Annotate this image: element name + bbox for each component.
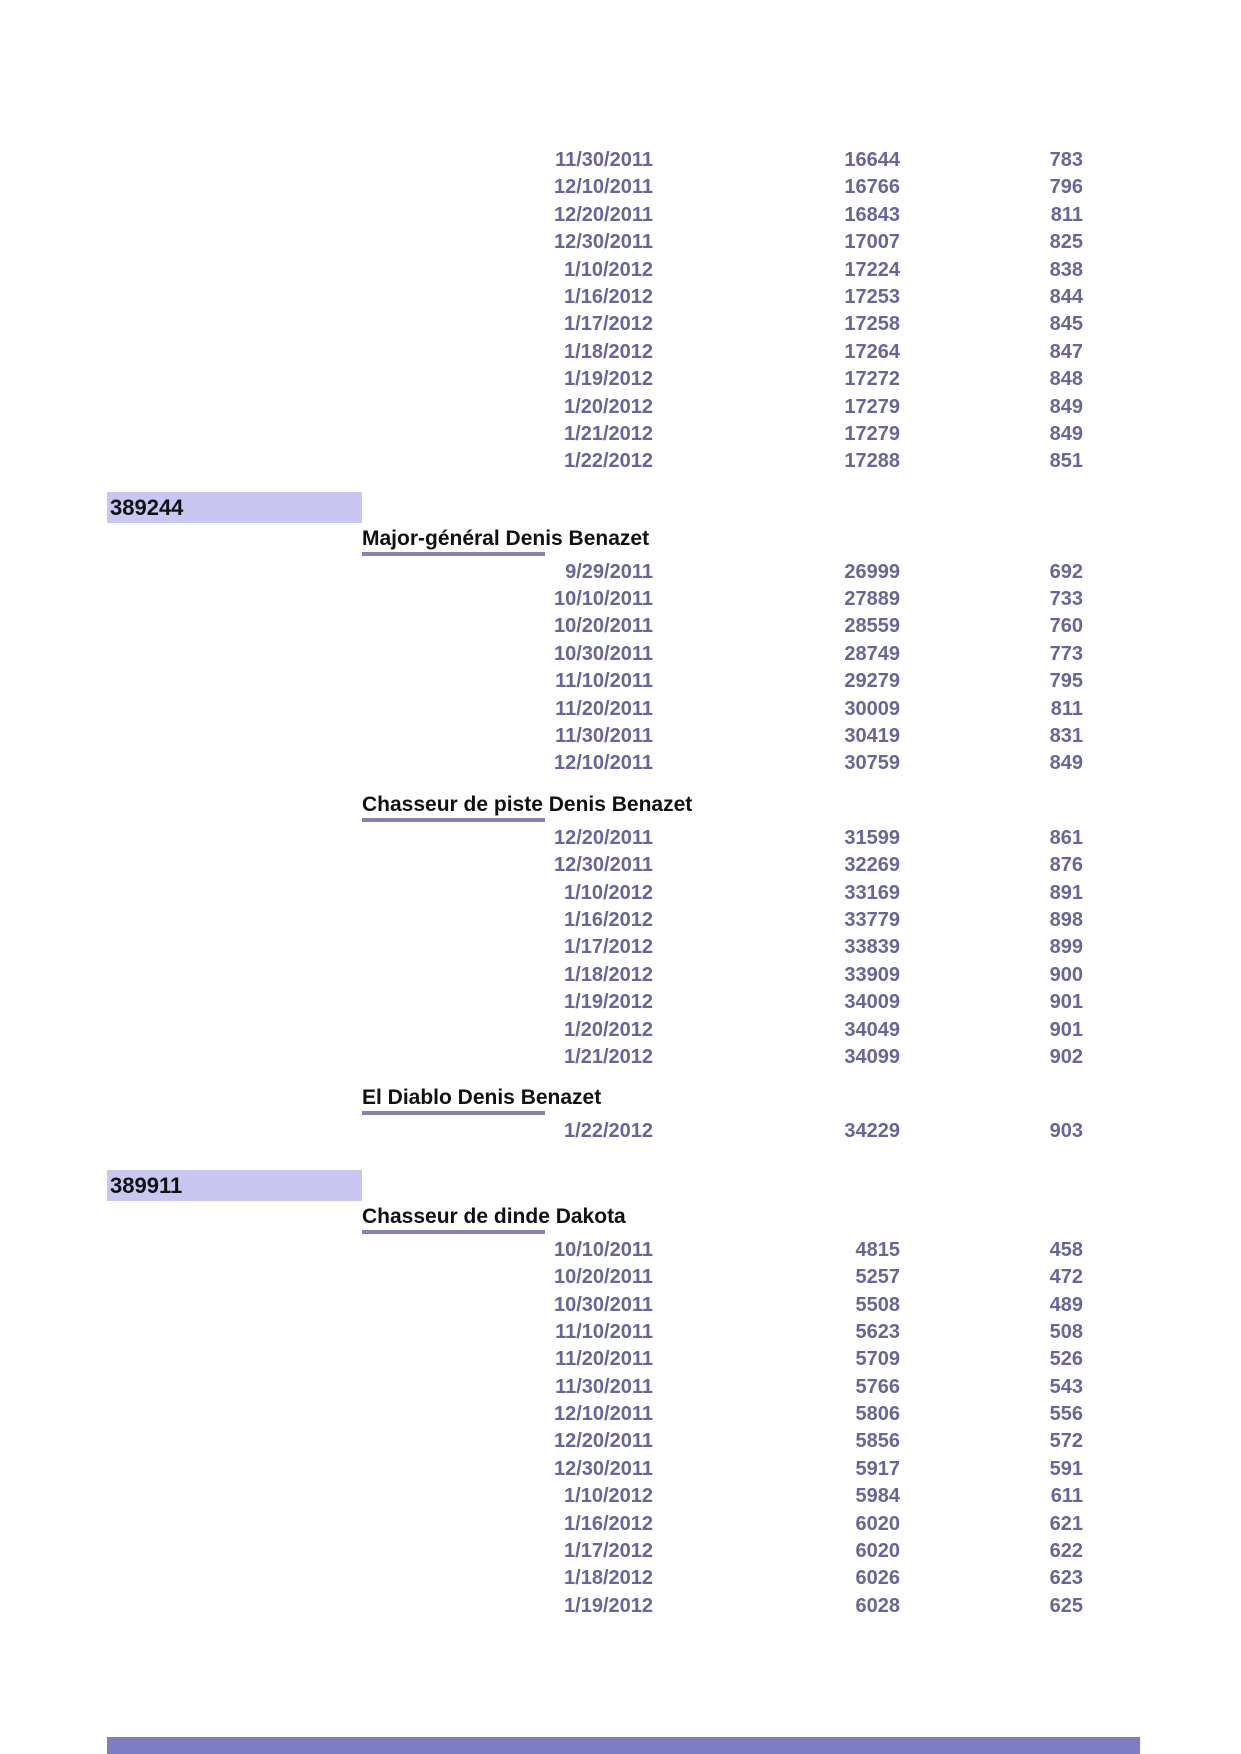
date-cell: 1/19/2012: [564, 991, 653, 1014]
data-row: [362, 1346, 1241, 1373]
section: [0, 1170, 1241, 1620]
value-primary-cell: 6026: [855, 1567, 900, 1590]
data-row: [362, 421, 1241, 448]
data-row: [362, 1044, 1241, 1071]
value-secondary-cell: 625: [1049, 1594, 1083, 1617]
data-row: [362, 1538, 1241, 1565]
value-primary-cell: 17264: [844, 340, 900, 363]
date-cell: 11/30/2011: [555, 1375, 653, 1398]
data-row: [362, 1565, 1241, 1592]
value-primary-cell: 5917: [855, 1457, 900, 1480]
value-primary-cell: 29279: [844, 670, 900, 693]
value-primary-cell: 17224: [844, 258, 900, 281]
value-primary-cell: 30419: [844, 725, 900, 748]
value-primary-cell: 17253: [844, 285, 900, 308]
value-secondary-cell: 591: [1049, 1457, 1083, 1480]
subsection-rows-block: [0, 559, 1241, 778]
data-row: [362, 907, 1241, 934]
value-secondary-cell: 825: [1049, 231, 1083, 254]
value-secondary-cell: 458: [1049, 1238, 1083, 1261]
sections-container: [0, 492, 1241, 1621]
value-primary-cell: 6028: [855, 1594, 900, 1617]
value-secondary-cell: 811: [1050, 203, 1083, 226]
data-row: [362, 1593, 1241, 1620]
date-cell: 11/20/2011: [555, 697, 653, 720]
date-cell: 12/30/2011: [554, 1457, 653, 1480]
value-secondary-cell: 572: [1049, 1430, 1083, 1453]
data-row: [362, 1483, 1241, 1510]
value-primary-cell: 33169: [844, 881, 900, 904]
value-primary-cell: 32269: [844, 854, 900, 877]
data-row: [362, 1428, 1241, 1455]
value-secondary-cell: 621: [1049, 1512, 1083, 1535]
value-primary-cell: 16644: [844, 149, 900, 171]
value-primary-cell: 4815: [855, 1238, 900, 1261]
date-cell: 11/30/2011: [555, 725, 653, 748]
data-row: [362, 257, 1241, 284]
value-primary-cell: 33779: [844, 908, 900, 931]
date-cell: 1/10/2012: [564, 258, 653, 281]
data-row: [362, 339, 1241, 366]
date-cell: 1/16/2012: [564, 1512, 653, 1535]
date-cell: 11/20/2011: [555, 1348, 653, 1371]
value-primary-cell: 16766: [844, 176, 900, 199]
value-secondary-cell: 849: [1049, 422, 1083, 445]
subsection-rows-block: [0, 1237, 1241, 1620]
data-row: [362, 284, 1241, 311]
subsection-title: Chasseur de piste Denis Benazet: [362, 792, 693, 816]
value-primary-cell: 5257: [855, 1266, 900, 1289]
data-row: [362, 1237, 1241, 1264]
value-secondary-cell: 876: [1049, 854, 1083, 877]
value-primary-cell: 33909: [844, 963, 900, 986]
data-row: [362, 723, 1241, 750]
value-primary-cell: 17279: [844, 422, 900, 445]
section-id-cell: 389244: [107, 492, 362, 523]
date-cell: 1/16/2012: [564, 285, 653, 308]
value-secondary-cell: 783: [1049, 149, 1083, 171]
date-cell: 12/10/2011: [554, 176, 653, 199]
value-secondary-cell: 773: [1049, 642, 1083, 665]
data-row: [362, 174, 1241, 201]
value-primary-cell: 6020: [855, 1540, 900, 1563]
value-secondary-cell: 623: [1049, 1567, 1083, 1590]
subsection-title: El Diablo Denis Benazet: [362, 1086, 602, 1110]
date-cell: 10/30/2011: [554, 1293, 653, 1316]
date-cell: 12/20/2011: [554, 203, 653, 226]
date-cell: 1/18/2012: [564, 963, 653, 986]
data-row: [362, 1017, 1241, 1044]
date-cell: 1/18/2012: [564, 1567, 653, 1590]
value-primary-cell: 17279: [844, 395, 900, 418]
value-secondary-cell: 622: [1049, 1540, 1083, 1563]
subsection-header: [362, 526, 650, 556]
value-secondary-cell: 526: [1049, 1348, 1083, 1371]
data-row: [362, 962, 1241, 989]
date-cell: 12/20/2011: [554, 826, 653, 849]
date-cell: 1/10/2012: [564, 1485, 653, 1508]
data-row: [362, 852, 1241, 879]
value-secondary-cell: 861: [1049, 826, 1083, 849]
value-primary-cell: 5508: [855, 1293, 900, 1316]
date-cell: 12/30/2011: [554, 854, 653, 877]
value-primary-cell: 31599: [844, 826, 900, 849]
date-cell: 10/30/2011: [554, 642, 653, 665]
data-row: [362, 668, 1241, 695]
date-cell: 11/10/2011: [555, 670, 653, 693]
data-row: [362, 311, 1241, 338]
date-cell: 9/29/2011: [565, 560, 653, 583]
date-cell: 1/21/2012: [564, 1045, 653, 1068]
date-cell: 1/17/2012: [564, 936, 653, 959]
value-primary-cell: 17288: [844, 450, 900, 473]
data-row: [362, 1401, 1241, 1428]
value-primary-cell: 5709: [855, 1348, 900, 1371]
data-row: [362, 366, 1241, 393]
data-row: [362, 613, 1241, 640]
date-cell: 11/30/2011: [555, 149, 653, 171]
value-secondary-cell: 508: [1049, 1320, 1083, 1343]
data-row: [362, 934, 1241, 961]
date-cell: 1/17/2012: [564, 313, 653, 336]
value-secondary-cell: 845: [1049, 313, 1083, 336]
value-secondary-cell: 849: [1049, 395, 1083, 418]
value-secondary-cell: 903: [1049, 1120, 1083, 1143]
value-primary-cell: 26999: [844, 560, 900, 583]
subsection-header: [362, 1204, 626, 1234]
value-secondary-cell: 760: [1049, 615, 1083, 638]
date-cell: 12/30/2011: [554, 231, 653, 254]
value-secondary-cell: 891: [1049, 881, 1083, 904]
value-primary-cell: 16843: [844, 203, 900, 226]
value-secondary-cell: 733: [1049, 588, 1083, 611]
data-row: [362, 1319, 1241, 1346]
date-cell: 10/20/2011: [554, 615, 653, 638]
value-primary-cell: 34009: [844, 991, 900, 1014]
data-row: [362, 1456, 1241, 1483]
value-primary-cell: 17272: [844, 368, 900, 391]
value-primary-cell: 5984: [855, 1485, 900, 1508]
data-row: [362, 448, 1241, 475]
value-secondary-cell: 844: [1049, 285, 1083, 308]
value-primary-cell: 5766: [855, 1375, 900, 1398]
value-secondary-cell: 848: [1049, 368, 1083, 391]
value-secondary-cell: 902: [1049, 1045, 1083, 1068]
continuation-rows-block: [0, 147, 1241, 476]
value-primary-cell: 5806: [855, 1403, 900, 1426]
date-cell: 12/10/2011: [554, 1403, 653, 1426]
data-row: [362, 229, 1241, 256]
date-cell: 1/20/2012: [564, 1018, 653, 1041]
data-row: [362, 825, 1241, 852]
data-row: [362, 586, 1241, 613]
subsection-title: Chasseur de dinde Dakota: [362, 1204, 626, 1228]
value-secondary-cell: 692: [1049, 560, 1083, 583]
value-secondary-cell: 472: [1049, 1266, 1083, 1289]
date-cell: 1/19/2012: [564, 1594, 653, 1617]
value-secondary-cell: 900: [1049, 963, 1083, 986]
section: [0, 492, 1241, 1146]
value-primary-cell: 30759: [844, 752, 900, 775]
value-secondary-cell: 898: [1049, 908, 1083, 931]
data-row: [362, 1374, 1241, 1401]
date-cell: 1/22/2012: [564, 1120, 653, 1143]
data-row: [362, 696, 1241, 723]
value-primary-cell: 28559: [844, 615, 900, 638]
value-secondary-cell: 556: [1049, 1403, 1083, 1426]
data-row: [362, 1511, 1241, 1538]
date-cell: 12/20/2011: [554, 1430, 653, 1453]
date-cell: 10/20/2011: [554, 1266, 653, 1289]
value-primary-cell: 17258: [844, 313, 900, 336]
value-primary-cell: 17007: [844, 231, 900, 254]
data-row: [362, 394, 1241, 421]
value-secondary-cell: 489: [1049, 1293, 1083, 1316]
value-secondary-cell: 611: [1050, 1485, 1083, 1508]
value-secondary-cell: 796: [1049, 176, 1083, 199]
data-row: [362, 989, 1241, 1016]
date-cell: 1/16/2012: [564, 908, 653, 931]
data-row: [362, 880, 1241, 907]
section-id-cell: 389911: [107, 1170, 362, 1201]
date-cell: 1/19/2012: [564, 368, 653, 391]
date-cell: 1/21/2012: [564, 422, 653, 445]
value-primary-cell: 34049: [844, 1018, 900, 1041]
subsection-title: Major-général Denis Benazet: [362, 526, 650, 550]
date-cell: 10/10/2011: [554, 588, 653, 611]
value-secondary-cell: 851: [1049, 450, 1083, 473]
value-secondary-cell: 811: [1050, 697, 1083, 720]
subsection-rows-block: [0, 825, 1241, 1072]
date-cell: 1/22/2012: [564, 450, 653, 473]
data-row: [362, 641, 1241, 668]
subsection-header: [362, 792, 693, 822]
value-secondary-cell: 901: [1049, 1018, 1083, 1041]
data-row: [362, 147, 1241, 174]
subsection-rows-block: [0, 1118, 1241, 1145]
value-secondary-cell: 847: [1049, 340, 1083, 363]
value-secondary-cell: 901: [1049, 991, 1083, 1014]
value-primary-cell: 34099: [844, 1045, 900, 1068]
value-primary-cell: 30009: [844, 697, 900, 720]
date-cell: 1/20/2012: [564, 395, 653, 418]
value-primary-cell: 5856: [855, 1430, 900, 1453]
data-row: [362, 202, 1241, 229]
value-secondary-cell: 849: [1049, 752, 1083, 775]
value-secondary-cell: 831: [1049, 725, 1083, 748]
next-section-highlight-bar: [107, 1737, 1140, 1754]
date-cell: 11/10/2011: [555, 1320, 653, 1343]
value-secondary-cell: 795: [1049, 670, 1083, 693]
subsection-header: [362, 1085, 602, 1115]
value-secondary-cell: 838: [1049, 258, 1083, 281]
data-row: [362, 1118, 1241, 1145]
date-cell: 12/10/2011: [554, 752, 653, 775]
data-row: [362, 750, 1241, 777]
value-primary-cell: 5623: [855, 1320, 900, 1343]
date-cell: 1/17/2012: [564, 1540, 653, 1563]
date-cell: 1/10/2012: [564, 881, 653, 904]
data-row: [362, 559, 1241, 586]
date-cell: 1/18/2012: [564, 340, 653, 363]
value-secondary-cell: 543: [1049, 1375, 1083, 1398]
value-primary-cell: 34229: [844, 1120, 900, 1143]
data-row: [362, 1292, 1241, 1319]
value-primary-cell: 28749: [844, 642, 900, 665]
value-secondary-cell: 899: [1049, 936, 1083, 959]
value-primary-cell: 6020: [855, 1512, 900, 1535]
value-primary-cell: 33839: [844, 936, 900, 959]
data-row: [362, 1264, 1241, 1291]
value-primary-cell: 27889: [844, 588, 900, 611]
date-cell: 10/10/2011: [554, 1238, 653, 1261]
